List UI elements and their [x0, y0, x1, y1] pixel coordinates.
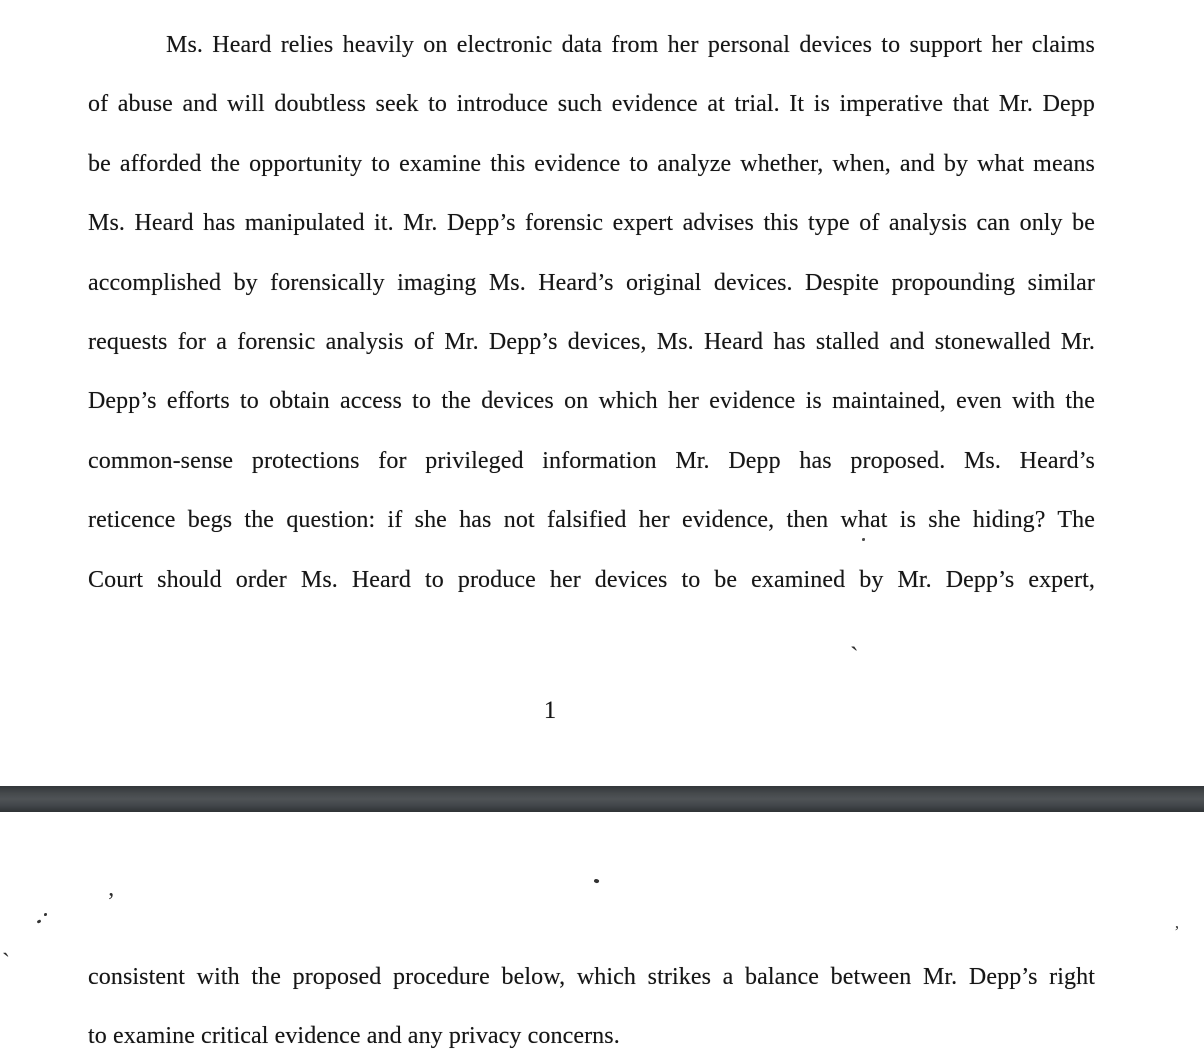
- page-number: 1: [543, 697, 557, 724]
- scan-speck-dot: [862, 538, 865, 541]
- page-1: [88, 16, 1095, 610]
- scan-speck-dot: [37, 919, 42, 923]
- document-line: common-sense protections for privileged information Mr. Depp has proposed. Ms. Heard’s: [88, 447, 1095, 474]
- document-line: to examine critical evidence and any privacy concerns.: [88, 1023, 620, 1050]
- page-2: [88, 948, 1095, 1054]
- page-separator-bar: [0, 786, 1204, 812]
- document-line: accomplished by forensically imaging Ms. Heard’s original devices. Despite propounding similar: [88, 269, 1095, 296]
- scan-speck-grave: `: [850, 642, 859, 671]
- scan-speck-dot: [593, 878, 599, 884]
- document-line: requests for a forensic analysis of Mr. Depp’s devices, Ms. Heard has stalled and stonewalled Mr.: [88, 329, 1095, 356]
- document-line: Depp’s efforts to obtain access to the devices on which her evidence is maintained, even with the: [88, 388, 1095, 415]
- scan-speck-tick: ’: [1174, 922, 1180, 941]
- document-line: consistent with the proposed procedure below, which strikes a balance between Mr. Depp’s right: [88, 964, 1095, 990]
- document-line: Ms. Heard relies heavily on electronic data from her personal devices to support her claims: [166, 32, 1095, 58]
- scan-speck-tick: ’: [107, 889, 115, 915]
- document-line: Ms. Heard has manipulated it. Mr. Depp’s forensic expert advises this type of analysis can only be: [88, 210, 1095, 237]
- document-line: reticence begs the question: if she has not falsified her evidence, then what is she hiding? The: [88, 507, 1095, 534]
- document-line: Court should order Ms. Heard to produce her devices to be examined by Mr. Depp’s expert,: [88, 566, 1095, 593]
- scan-speck-dot: [44, 913, 47, 916]
- document-line: of abuse and will doubtless seek to introduce such evidence at trial. It is imperative that Mr. Depp: [88, 91, 1095, 118]
- document-line: be afforded the opportunity to examine this evidence to analyze whether, when, and by what means: [88, 150, 1095, 177]
- scan-speck-grave: `: [2, 950, 10, 976]
